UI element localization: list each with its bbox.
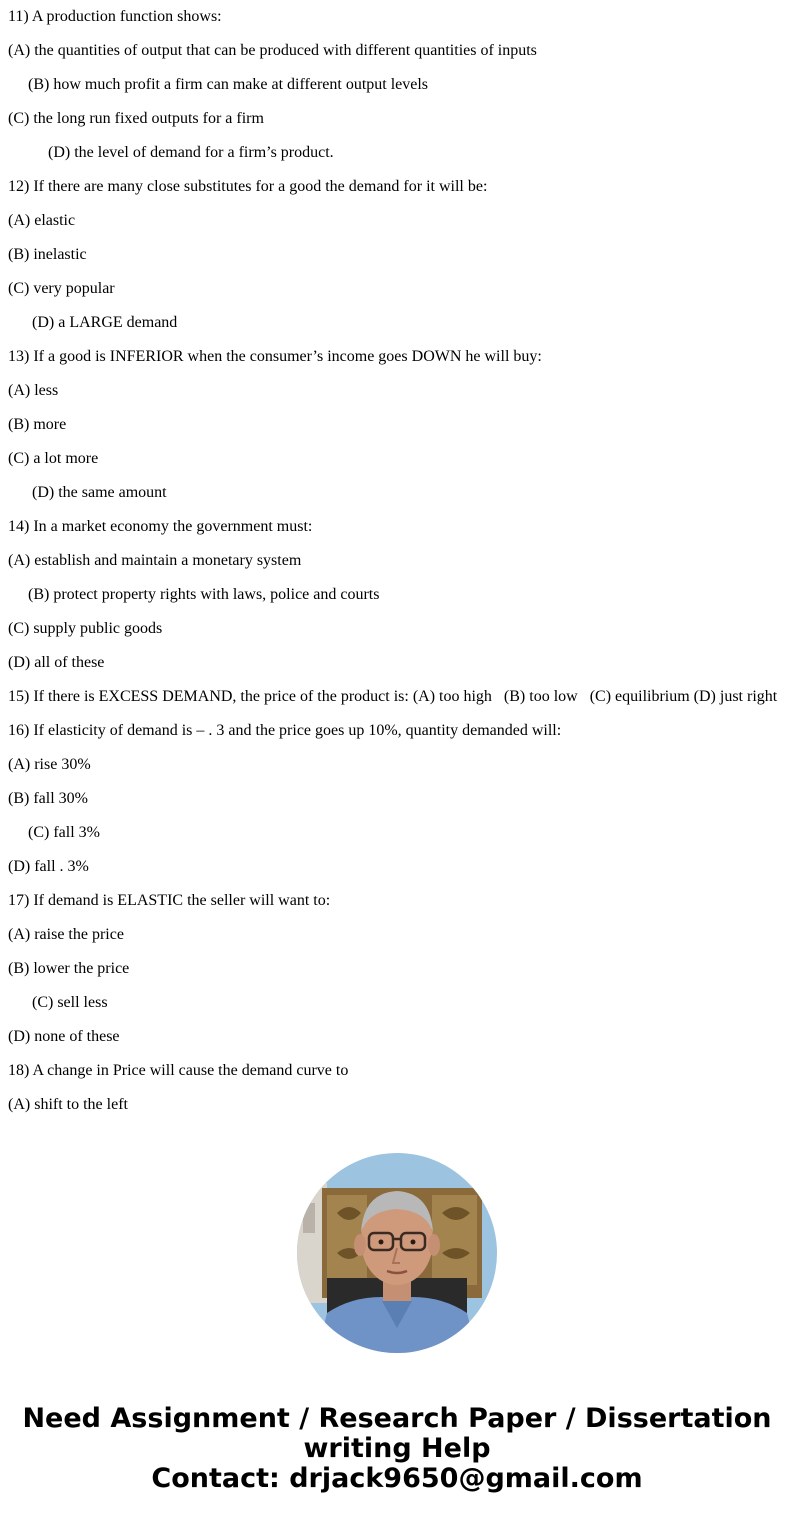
q13-option-a: (A) less xyxy=(8,382,59,399)
q11-option-b: (B) how much profit a firm can make at different output levels xyxy=(28,76,429,93)
q12-option-b: (B) inelastic xyxy=(8,246,87,263)
promo-line-2: writing Help xyxy=(303,1433,491,1464)
portrait-photo xyxy=(297,1153,497,1353)
q12-option-a: (A) elastic xyxy=(8,212,76,229)
q16-option-a: (A) rise 30% xyxy=(8,756,91,773)
q12-question: 12) If there are many close substitutes for a good the demand for it will be: xyxy=(8,178,488,195)
q17-option-d: (D) none of these xyxy=(8,1028,120,1045)
q11-question: 11) A production function shows: xyxy=(8,8,222,25)
q14-option-b: (B) protect property rights with laws, police and courts xyxy=(28,586,380,603)
q17-option-b: (B) lower the price xyxy=(8,960,130,977)
q18-option-a: (A) shift to the left xyxy=(8,1096,128,1113)
q13-option-d: (D) the same amount xyxy=(32,484,167,501)
q11-option-c: (C) the long run fixed outputs for a firm xyxy=(8,110,264,127)
q18-question: 18) A change in Price will cause the demand curve to xyxy=(8,1062,349,1079)
q11-option-d: (D) the level of demand for a firm’s product. xyxy=(48,144,334,161)
q11-option-a: (A) the quantities of output that can be produced with different quantities of inputs xyxy=(8,42,537,59)
q17-question: 17) If demand is ELASTIC the seller will want to: xyxy=(8,892,331,909)
q16-option-d: (D) fall . 3% xyxy=(8,858,89,875)
promo-line-1: Need Assignment / Research Paper / Dissertation xyxy=(22,1403,772,1434)
avatar xyxy=(297,1153,497,1353)
q15-question: 15) If there is EXCESS DEMAND, the price of the product is: (A) too high (B) too low (C) equilibrium (D) just right xyxy=(8,688,778,705)
q12-option-d: (D) a LARGE demand xyxy=(32,314,178,331)
q12-option-c: (C) very popular xyxy=(8,280,115,297)
q14-option-d: (D) all of these xyxy=(8,654,105,671)
q14-option-c: (C) supply public goods xyxy=(8,620,163,637)
promo-banner xyxy=(0,1404,794,1494)
q16-question: 16) If elasticity of demand is – . 3 and the price goes up 10%, quantity demanded will: xyxy=(8,722,562,739)
q13-question: 13) If a good is INFERIOR when the consumer’s income goes DOWN he will buy: xyxy=(8,348,542,365)
q17-option-a: (A) raise the price xyxy=(8,926,124,943)
q16-option-b: (B) fall 30% xyxy=(8,790,88,807)
promo-contact-email: Contact: drjack9650@gmail.com xyxy=(151,1463,643,1494)
q14-question: 14) In a market economy the government must: xyxy=(8,518,313,535)
q13-option-b: (B) more xyxy=(8,416,67,433)
q14-option-a: (A) establish and maintain a monetary system xyxy=(8,552,302,569)
q16-option-c: (C) fall 3% xyxy=(28,824,100,841)
q13-option-c: (C) a lot more xyxy=(8,450,99,467)
q17-option-c: (C) sell less xyxy=(32,994,108,1011)
